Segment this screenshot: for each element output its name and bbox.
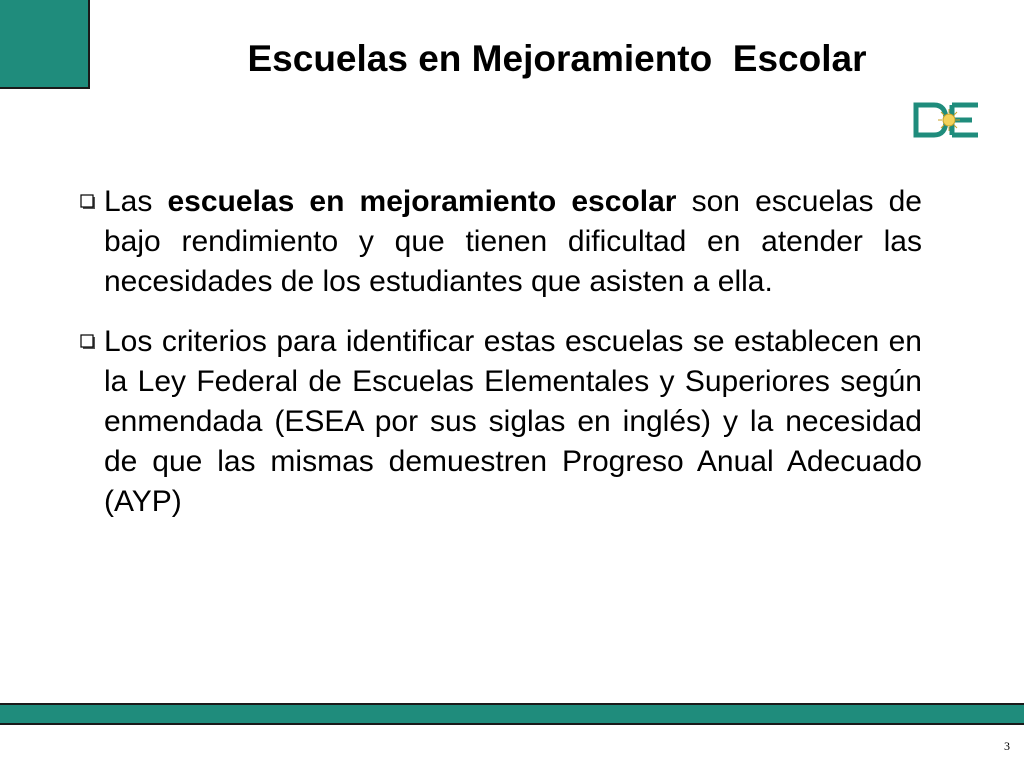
bullet-text-pre: Las (104, 185, 168, 218)
de-logo-icon (912, 99, 982, 141)
bullet-item (76, 322, 922, 522)
corner-accent-square (0, 0, 90, 89)
bullet-list (76, 182, 922, 542)
page-number: 3 (1004, 739, 1010, 753)
bullet-item (76, 182, 922, 302)
bullet-text-post: son escuelas de bajo rendimiento y que tienen dificultad en atender las necesidades de los estudiantes que asisten a ella. (104, 185, 922, 298)
hollow-square-bullet-icon (80, 334, 96, 350)
hollow-square-bullet-icon (80, 194, 96, 210)
slide-title: Escuelas en Mejoramiento Escolar (247, 38, 867, 79)
footer-accent-bar (0, 703, 1024, 725)
bullet-text: Los criterios para identificar estas escuelas se establecen en la Ley Federal de Escuelas Elementales y Superiores según enmendada (ESEA por sus siglas en inglés) y la necesidad de que las mismas demuestren Progreso Anual Adecuado (AYP) (104, 325, 922, 518)
bullet-text-bold: escuelas en mejoramiento escolar (167, 185, 677, 218)
